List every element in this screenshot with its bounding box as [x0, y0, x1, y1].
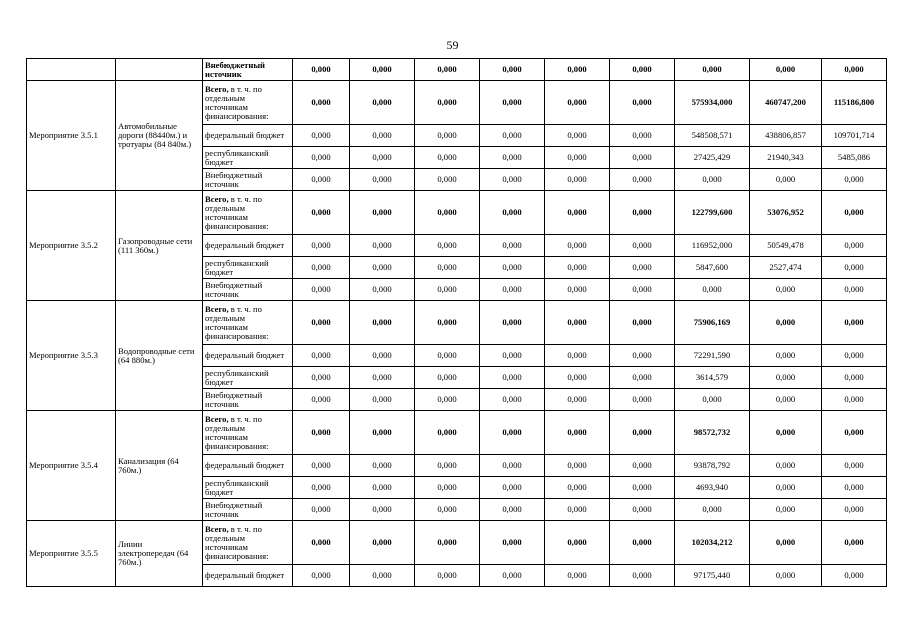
value-cell: 575934,000 — [675, 81, 750, 125]
value-cell: 0,000 — [415, 477, 480, 499]
value-cell: 0,000 — [293, 499, 350, 521]
value-cell: 0,000 — [610, 169, 675, 191]
value-cell: 0,000 — [822, 565, 887, 587]
value-cell: 0,000 — [545, 191, 610, 235]
value-cell: 0,000 — [675, 499, 750, 521]
value-cell: 75906,169 — [675, 301, 750, 345]
value-cell: 0,000 — [415, 169, 480, 191]
value-cell: 0,000 — [415, 345, 480, 367]
value-cell: 0,000 — [750, 367, 822, 389]
value-cell: 0,000 — [822, 301, 887, 345]
value-cell: 2527,474 — [750, 257, 822, 279]
value-cell: 0,000 — [750, 565, 822, 587]
value-cell: 0,000 — [350, 499, 415, 521]
funding-source-cell — [203, 565, 293, 587]
funding-source-cell — [203, 301, 293, 345]
value-cell: 0,000 — [822, 191, 887, 235]
value-cell: 0,000 — [415, 257, 480, 279]
table-row — [27, 191, 887, 235]
value-cell: 0,000 — [293, 59, 350, 81]
value-cell: 0,000 — [545, 301, 610, 345]
value-cell: 0,000 — [750, 477, 822, 499]
value-cell: 0,000 — [610, 301, 675, 345]
value-cell: 0,000 — [480, 235, 545, 257]
value-cell: 0,000 — [350, 477, 415, 499]
table-row — [27, 301, 887, 345]
source-label: Внебюджетный источник — [205, 279, 263, 299]
value-cell: 0,000 — [415, 81, 480, 125]
source-label: федеральный бюджет — [205, 350, 285, 360]
value-cell: 93878,792 — [675, 455, 750, 477]
source-total-label: Всего, — [205, 83, 229, 94]
value-cell: 0,000 — [545, 59, 610, 81]
event-name-cell: Газопроводные сети (111 360м.) — [116, 191, 203, 301]
value-cell: 0,000 — [350, 455, 415, 477]
value-cell: 0,000 — [822, 521, 887, 565]
value-cell: 438806,857 — [750, 125, 822, 147]
event-cell: Мероприятие 3.5.3 — [27, 301, 116, 411]
value-cell: 0,000 — [293, 389, 350, 411]
source-label: республиканский бюджет — [205, 257, 269, 277]
value-cell: 0,000 — [822, 499, 887, 521]
value-cell: 0,000 — [750, 411, 822, 455]
value-cell: 0,000 — [415, 521, 480, 565]
value-cell: 0,000 — [750, 389, 822, 411]
value-cell: 0,000 — [293, 301, 350, 345]
value-cell: 116952,000 — [675, 235, 750, 257]
value-cell: 0,000 — [545, 477, 610, 499]
value-cell: 0,000 — [822, 477, 887, 499]
value-cell: 0,000 — [545, 367, 610, 389]
value-cell: 21940,343 — [750, 147, 822, 169]
value-cell: 0,000 — [350, 367, 415, 389]
value-cell: 0,000 — [293, 367, 350, 389]
value-cell: 0,000 — [415, 389, 480, 411]
value-cell: 0,000 — [750, 301, 822, 345]
value-cell: 0,000 — [822, 389, 887, 411]
value-cell: 0,000 — [415, 301, 480, 345]
value-cell: 0,000 — [293, 279, 350, 301]
funding-source-cell — [203, 147, 293, 169]
source-label: федеральный бюджет — [205, 130, 285, 140]
value-cell: 0,000 — [822, 345, 887, 367]
value-cell: 0,000 — [545, 455, 610, 477]
value-cell: 0,000 — [415, 367, 480, 389]
value-cell: 109701,714 — [822, 125, 887, 147]
source-total-desc: в т. ч. по отдельным источникам финансирования: — [205, 413, 269, 451]
event-cell: Мероприятие 3.5.1 — [27, 81, 116, 191]
funding-source-cell — [203, 191, 293, 235]
value-cell: 0,000 — [480, 477, 545, 499]
value-cell: 0,000 — [545, 147, 610, 169]
value-cell: 0,000 — [750, 279, 822, 301]
source-label: федеральный бюджет — [205, 570, 285, 580]
value-cell: 0,000 — [545, 345, 610, 367]
value-cell: 0,000 — [480, 279, 545, 301]
value-cell: 0,000 — [350, 257, 415, 279]
value-cell: 460747,200 — [750, 81, 822, 125]
value-cell: 0,000 — [480, 455, 545, 477]
event-name-cell: Автомобильные дороги (88440м.) и тротуары (84 840м.) — [116, 81, 203, 191]
funding-source-cell — [203, 235, 293, 257]
value-cell: 0,000 — [480, 345, 545, 367]
value-cell: 0,000 — [822, 59, 887, 81]
value-cell: 0,000 — [350, 389, 415, 411]
event-cell: Мероприятие 3.5.2 — [27, 191, 116, 301]
value-cell: 0,000 — [350, 81, 415, 125]
funding-source-cell — [203, 125, 293, 147]
funding-source-cell — [203, 389, 293, 411]
source-label: Внебюджетный источник — [205, 499, 263, 519]
funding-source-cell — [203, 169, 293, 191]
value-cell: 0,000 — [293, 565, 350, 587]
source-total-label: Всего, — [205, 523, 229, 534]
value-cell: 5485,086 — [822, 147, 887, 169]
value-cell: 0,000 — [610, 81, 675, 125]
funding-source-cell — [203, 411, 293, 455]
table-row — [27, 59, 887, 81]
value-cell: 115186,800 — [822, 81, 887, 125]
value-cell: 0,000 — [480, 81, 545, 125]
value-cell: 0,000 — [293, 81, 350, 125]
value-cell: 0,000 — [350, 191, 415, 235]
value-cell: 0,000 — [750, 499, 822, 521]
value-cell: 0,000 — [610, 521, 675, 565]
value-cell: 0,000 — [610, 59, 675, 81]
value-cell: 0,000 — [480, 411, 545, 455]
source-total-desc: в т. ч. по отдельным источникам финансирования: — [205, 523, 269, 561]
value-cell: 0,000 — [293, 411, 350, 455]
value-cell: 122799,600 — [675, 191, 750, 235]
value-cell: 0,000 — [480, 565, 545, 587]
value-cell: 0,000 — [415, 147, 480, 169]
value-cell: 0,000 — [545, 81, 610, 125]
value-cell: 0,000 — [293, 191, 350, 235]
value-cell: 0,000 — [822, 411, 887, 455]
value-cell: 0,000 — [610, 235, 675, 257]
event-cell: Мероприятие 3.5.5 — [27, 521, 116, 587]
source-total-desc: в т. ч. по отдельным источникам финансирования: — [205, 303, 269, 341]
value-cell: 0,000 — [350, 59, 415, 81]
value-cell: 0,000 — [350, 521, 415, 565]
source-label: Внебюджетный источник — [205, 59, 265, 79]
value-cell: 0,000 — [480, 169, 545, 191]
funding-source-cell — [203, 455, 293, 477]
value-cell: 0,000 — [545, 521, 610, 565]
value-cell: 0,000 — [750, 169, 822, 191]
value-cell: 0,000 — [545, 279, 610, 301]
funding-source-cell — [203, 257, 293, 279]
value-cell: 4693,940 — [675, 477, 750, 499]
value-cell: 0,000 — [415, 279, 480, 301]
source-total-label: Всего, — [205, 303, 229, 314]
source-label: Внебюджетный источник — [205, 389, 263, 409]
value-cell: 0,000 — [545, 389, 610, 411]
funding-source-cell — [203, 499, 293, 521]
value-cell: 0,000 — [610, 191, 675, 235]
table-row — [27, 521, 887, 565]
value-cell: 0,000 — [675, 279, 750, 301]
value-cell: 0,000 — [350, 235, 415, 257]
value-cell: 0,000 — [545, 169, 610, 191]
value-cell: 72291,590 — [675, 345, 750, 367]
value-cell: 0,000 — [415, 455, 480, 477]
event-name-cell — [116, 59, 203, 81]
value-cell: 102034,212 — [675, 521, 750, 565]
value-cell: 0,000 — [293, 521, 350, 565]
source-label: федеральный бюджет — [205, 460, 285, 470]
funding-source-cell — [203, 279, 293, 301]
value-cell: 0,000 — [293, 125, 350, 147]
value-cell: 0,000 — [545, 499, 610, 521]
value-cell: 0,000 — [293, 455, 350, 477]
source-label: Внебюджетный источник — [205, 169, 263, 189]
value-cell: 0,000 — [293, 147, 350, 169]
source-total-desc: в т. ч. по отдельным источникам финансирования: — [205, 193, 269, 231]
source-total-label: Всего, — [205, 193, 229, 204]
value-cell: 0,000 — [545, 235, 610, 257]
table-row — [27, 411, 887, 455]
value-cell: 0,000 — [480, 499, 545, 521]
value-cell: 0,000 — [415, 411, 480, 455]
value-cell: 3614,579 — [675, 367, 750, 389]
value-cell: 0,000 — [350, 411, 415, 455]
event-cell — [27, 59, 116, 81]
value-cell: 548508,571 — [675, 125, 750, 147]
event-name-cell: Водопроводные сети (64 880м.) — [116, 301, 203, 411]
value-cell: 0,000 — [545, 257, 610, 279]
value-cell: 0,000 — [415, 125, 480, 147]
value-cell: 0,000 — [610, 257, 675, 279]
page-number: 59 — [446, 38, 459, 52]
source-label: федеральный бюджет — [205, 240, 285, 250]
value-cell: 0,000 — [415, 565, 480, 587]
value-cell: 27425,429 — [675, 147, 750, 169]
value-cell: 0,000 — [293, 169, 350, 191]
value-cell: 0,000 — [480, 191, 545, 235]
source-label: республиканский бюджет — [205, 367, 269, 387]
value-cell: 0,000 — [610, 345, 675, 367]
value-cell: 0,000 — [822, 455, 887, 477]
value-cell: 0,000 — [822, 169, 887, 191]
value-cell: 0,000 — [750, 345, 822, 367]
value-cell: 0,000 — [293, 477, 350, 499]
event-name-cell: Линии электропередач (64 760м.) — [116, 521, 203, 587]
value-cell: 98572,732 — [675, 411, 750, 455]
value-cell: 0,000 — [415, 191, 480, 235]
value-cell: 0,000 — [750, 59, 822, 81]
value-cell: 0,000 — [415, 59, 480, 81]
value-cell: 0,000 — [545, 125, 610, 147]
value-cell: 0,000 — [610, 455, 675, 477]
event-cell: Мероприятие 3.5.4 — [27, 411, 116, 521]
value-cell: 0,000 — [480, 147, 545, 169]
value-cell: 0,000 — [415, 235, 480, 257]
value-cell: 0,000 — [610, 499, 675, 521]
value-cell: 0,000 — [480, 389, 545, 411]
funding-source-cell — [203, 477, 293, 499]
value-cell: 50549,478 — [750, 235, 822, 257]
value-cell: 0,000 — [415, 499, 480, 521]
event-name-cell: Канализация (64 760м.) — [116, 411, 203, 521]
value-cell: 0,000 — [480, 367, 545, 389]
value-cell: 0,000 — [610, 147, 675, 169]
value-cell: 0,000 — [545, 565, 610, 587]
value-cell: 0,000 — [293, 235, 350, 257]
value-cell: 0,000 — [350, 125, 415, 147]
funding-source-cell — [203, 59, 293, 81]
funding-source-cell — [203, 345, 293, 367]
value-cell: 0,000 — [480, 59, 545, 81]
value-cell: 0,000 — [293, 257, 350, 279]
value-cell: 0,000 — [350, 345, 415, 367]
value-cell: 0,000 — [750, 521, 822, 565]
value-cell: 0,000 — [822, 257, 887, 279]
value-cell: 0,000 — [350, 301, 415, 345]
value-cell: 0,000 — [610, 279, 675, 301]
funding-source-cell — [203, 367, 293, 389]
funding-source-cell — [203, 81, 293, 125]
value-cell: 0,000 — [480, 125, 545, 147]
value-cell: 0,000 — [822, 279, 887, 301]
source-label: республиканский бюджет — [205, 477, 269, 497]
value-cell: 0,000 — [675, 389, 750, 411]
value-cell: 0,000 — [350, 565, 415, 587]
source-total-desc: в т. ч. по отдельным источникам финансирования: — [205, 83, 269, 121]
value-cell: 0,000 — [545, 411, 610, 455]
value-cell: 97175,440 — [675, 565, 750, 587]
funding-source-cell — [203, 521, 293, 565]
value-cell: 0,000 — [610, 367, 675, 389]
value-cell: 53076,952 — [750, 191, 822, 235]
value-cell: 0,000 — [480, 257, 545, 279]
value-cell: 0,000 — [675, 59, 750, 81]
table-body — [27, 59, 887, 587]
value-cell: 0,000 — [480, 301, 545, 345]
value-cell: 0,000 — [675, 169, 750, 191]
value-cell: 0,000 — [350, 169, 415, 191]
table-row — [27, 81, 887, 125]
value-cell: 0,000 — [350, 147, 415, 169]
value-cell: 5847,600 — [675, 257, 750, 279]
value-cell: 0,000 — [610, 389, 675, 411]
source-total-label: Всего, — [205, 413, 229, 424]
value-cell: 0,000 — [293, 345, 350, 367]
value-cell: 0,000 — [480, 521, 545, 565]
value-cell: 0,000 — [822, 235, 887, 257]
value-cell: 0,000 — [610, 125, 675, 147]
source-label: республиканский бюджет — [205, 147, 269, 167]
value-cell: 0,000 — [822, 367, 887, 389]
value-cell: 0,000 — [610, 411, 675, 455]
budget-table — [26, 58, 887, 587]
value-cell: 0,000 — [610, 477, 675, 499]
value-cell: 0,000 — [350, 279, 415, 301]
value-cell: 0,000 — [750, 455, 822, 477]
value-cell: 0,000 — [610, 565, 675, 587]
